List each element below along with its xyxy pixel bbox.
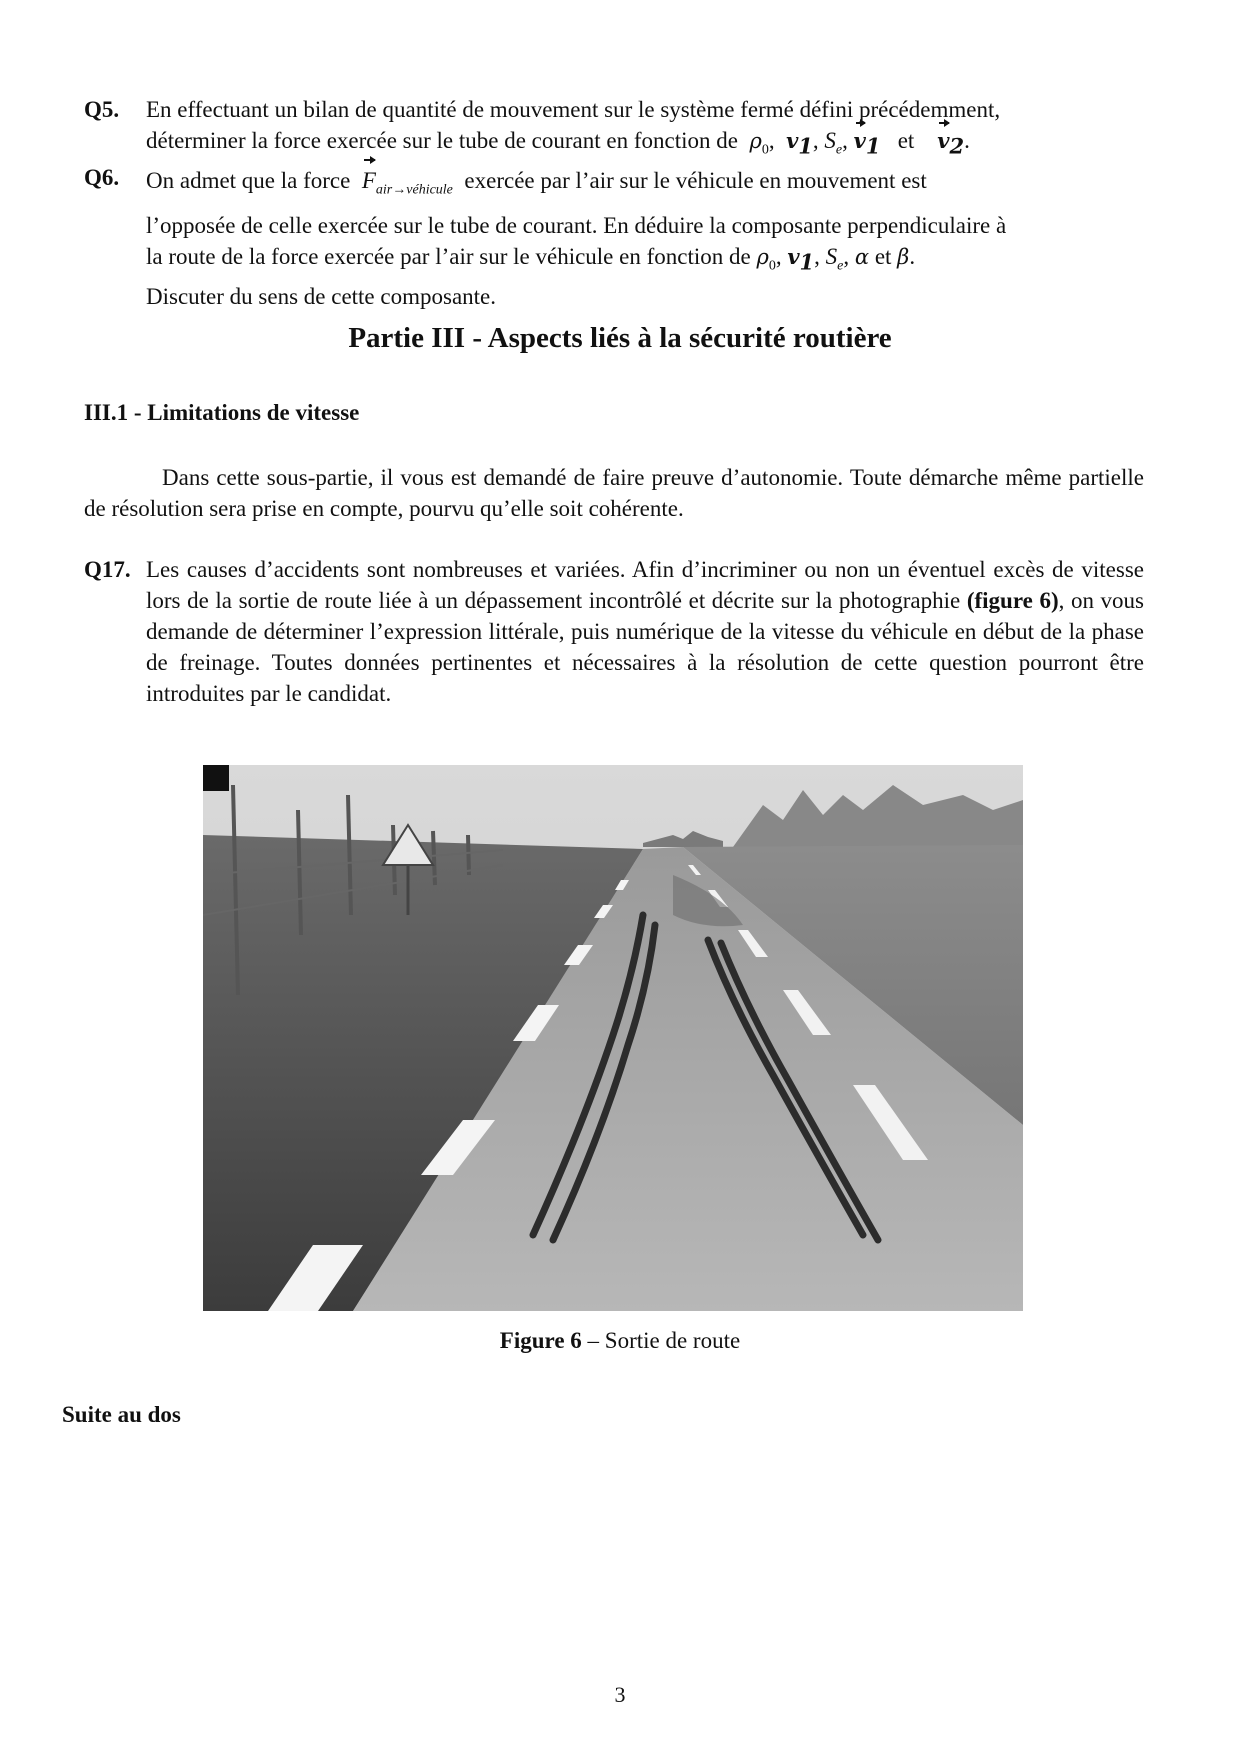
question-text: l’opposée de celle exercée sur le tube de courant. En déduire la composante perpendiculaire à: [146, 212, 1007, 238]
part-title: Partie III - Aspects liés à la sécurité routière: [348, 322, 892, 354]
page-number: 3: [614, 1682, 626, 1707]
question-text: Les causes d’accidents sont nombreuses et variées. Afin d’incriminer ou non un éventuel excès de vitesse lors de la sortie de route liée à un dépassement incontrôlé et décrite sur la photographie (figure 6), on vous demande de déterminer l’expression littérale, puis numérique de la vitesse du véhicule en début de la phase de freinage. Toutes données pertinentes et nécessaires à la résolution de cette question pourront être introduites par le candidat.: [146, 557, 1145, 706]
question-text: On admet que la force $F_{air\to véhicule}$ exercée par l’air sur le véhicule en mouvement est: [146, 162, 1144, 210]
question-q6: [84, 162, 1144, 312]
photo-corner-mark: [203, 765, 229, 791]
vector-v2: v: [937, 125, 949, 156]
section-title: III.1 - Limitations de vitesse: [84, 400, 360, 425]
figure-reference: (figure 6): [966, 588, 1059, 613]
intro-paragraph: Dans cette sous-partie, il vous est demandé de faire preuve d’autonomie. Toute démarche même partielle de résolution sera prise en compte, pourvu qu’elle soit cohérente.: [84, 465, 1144, 521]
question-text: En effectuant un bilan de quantité de mouvement sur le système fermé défini précédemment,: [146, 97, 1001, 122]
question-number: Q5.: [84, 97, 120, 122]
question-text: déterminer la force exercée sur le tube de courant en fonction de $\rho_0$, $v_1$, $S_e$, $v_1$ et $v_2$.: [146, 125, 1144, 166]
figure-label: Figure 6: [499, 1328, 582, 1353]
question-number: Q6.: [84, 165, 120, 190]
figure-caption: Figure 6 – Sortie de route: [499, 1328, 741, 1353]
vector-v1: v: [854, 125, 866, 156]
road-photograph: [203, 765, 1023, 1311]
force-vector: F: [362, 162, 376, 200]
question-number: Q17.: [84, 557, 131, 582]
continued-note: Suite au dos: [62, 1402, 181, 1427]
question-text: la route de la force exercée par l’air sur le véhicule en fonction de $\rho_0$, $v_1$, $S_e$, α et β.: [146, 243, 916, 275]
question-q5: [84, 94, 1144, 166]
question-text: Discuter du sens de cette composante.: [146, 284, 496, 310]
question-q17: [84, 554, 1144, 709]
